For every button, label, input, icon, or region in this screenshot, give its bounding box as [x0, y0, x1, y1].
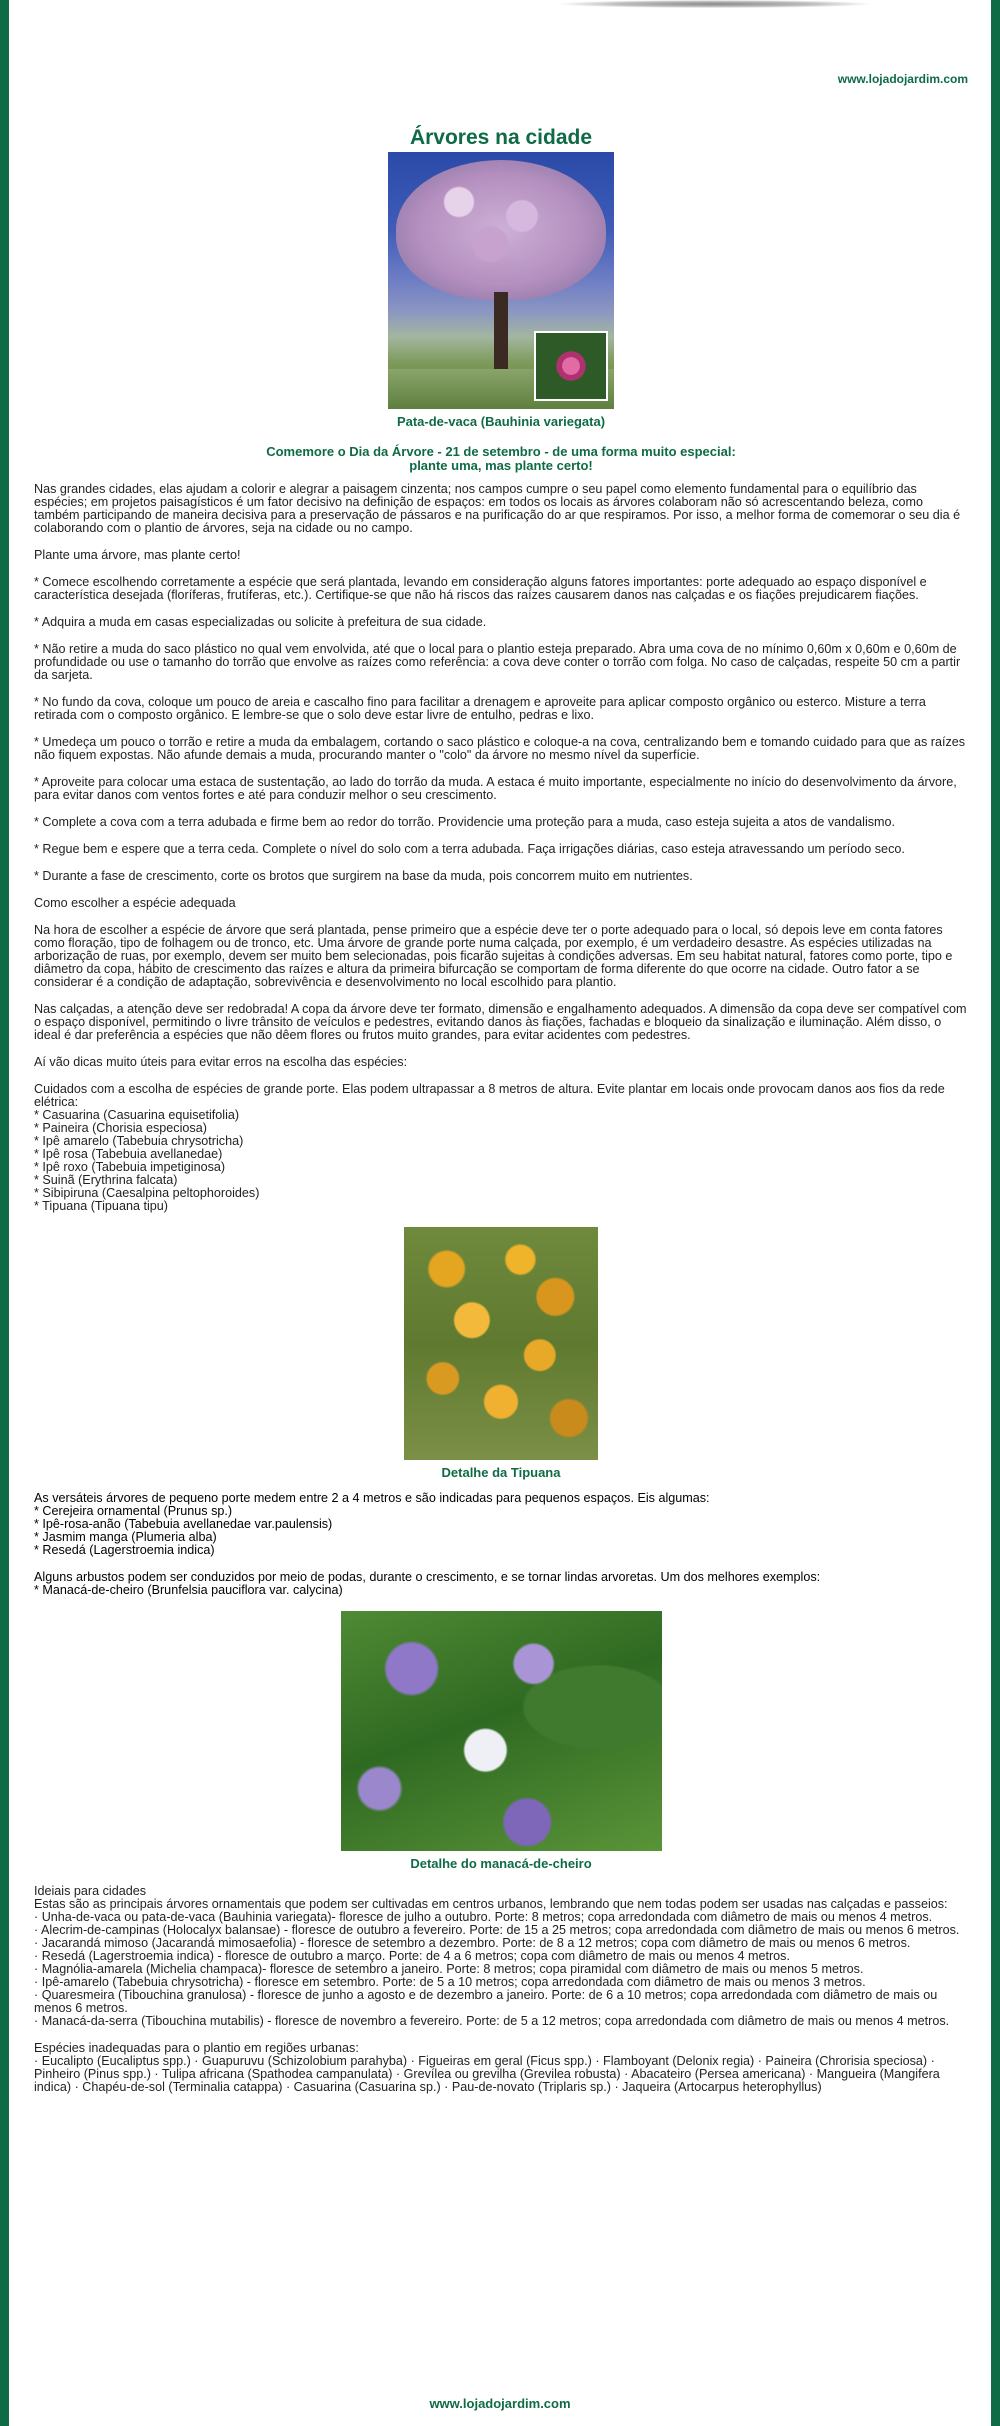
- step-paragraph: * Umedeça um pouco o torrão e retire a muda da embalagem, cortando o saco plástico e coloque-a na cova, centralizando bem e tomando cuidado para que as raízes não fiquem expostas. Não afunde demais a muda, procurando manter o "colo" da árvore no mesmo nível da superfície.: [34, 735, 966, 762]
- list-item: · Manacá-da-serra (Tibouchina mutabilis) - floresce de novembro a fevereiro. Porte: de 5 a 12 metros; copa arredondada com diâmetro de mais ou menos 4 metros.: [34, 2014, 950, 2028]
- step-paragraph: * Regue bem e espere que a terra ceda. Complete o nível do solo com a terra adubada. Faça irrigações diárias, caso esteja atravessando um período seco.: [34, 842, 905, 856]
- figure-caption: Pata-de-vaca (Bauhinia variegata): [396, 414, 606, 429]
- list-item: * Cerejeira ornamental (Prunus sp.): [34, 1504, 233, 1518]
- list-item: * Paineira (Chorisia especiosa): [34, 1121, 207, 1135]
- step-paragraph: * Complete a cova com a terra adubada e firme bem ao redor do torrão. Providencie uma proteção para a muda, caso esteja sujeita a atos de vandalismo.: [34, 815, 896, 829]
- small-species-list: [34, 1492, 968, 1557]
- page-border-left: [0, 0, 9, 2426]
- large-species-list: [34, 1083, 968, 1213]
- figure-manaca: [34, 1611, 968, 1871]
- article: [34, 120, 968, 2094]
- sidewalk-paragraph: Nas calçadas, a atenção deve ser redobrada! A copa da árvore deve ter formato, dimensão e engalhamento adequados. A dimensão da copa deve ser compatível com o espaço disponível, permitindo o livre trânsito de veículos e pedestres, evitando danos às fiações, fachadas e bloqueio da sinalização e iluminação. Além disso, o ideal é dar preferência a espécies que não dêem flores ou frutos muito grandes, para evitar acidentes com pedestres.: [34, 1002, 967, 1042]
- species-paragraph: Na hora de escolher a espécie de árvore que será plantada, pense primeiro que a espécie deve ter o porte adequado para o local, só depois leve em conta fatores como floração, tipo de folhagem ou de tronco, etc. Uma árvore de grande porte numa calçada, por exemplo, é um verdadeiro desastre. As espécies utilizadas na arborização de ruas, por exemplo, devem ser muito bem selecionadas, pois ficarão sujeitas à condições adversas. Em seu habitat natural, fatores como porte, tipo e diâmetro da copa, hábito de crescimento das raízes e altura da primeira bifurcação se comportam de forma diferente do que ocorre na cidade. Outro fator a se considerar é a condição de adaptação, sobrevivência e desenvolvimento no local escolhido para plantio.: [34, 923, 953, 989]
- list-item: * Ipê rosa (Tabebuia avellanedae): [34, 1147, 223, 1161]
- figure-caption: Detalhe da Tipuana: [441, 1465, 561, 1480]
- list-item: * Ipê roxo (Tabebuia impetiginosa): [34, 1160, 226, 1174]
- manaca-image: [341, 1611, 662, 1851]
- list-item: · Unha-de-vaca ou pata-de-vaca (Bauhinia variegata)- floresce de julho a outubro. Porte: 8 metros; copa arredondada com diâmetro de mais ou menos 4 metros.: [34, 1910, 933, 1924]
- page-title: Árvores na cidade: [409, 126, 593, 149]
- step-paragraph: * Não retire a muda do saco plástico no qual vem envolvida, até que o local para o plantio esteja preparado. Abra uma cova de no mínimo 0,60m x 0,60m e 0,60m de profundidade ou use o tamanho do torrão que envolve as raízes como referência: a cova deve conter o torrão com folga. No caso de calçadas, respeite 50 cm a partir da sarjeta.: [34, 642, 961, 682]
- step-paragraph: * No fundo da cova, coloque um pouco de areia e cascalho fino para facilitar a drenagem e aproveite para aplicar composto orgânico ou esterco. Misture a terra retirada com o composto orgânico. E lembre-se que o solo deve estar livre de entulho, pedras e lixo.: [34, 695, 926, 722]
- list-item: · Magnólia-amarela (Michelia champaca)- floresce de setembro a janeiro. Porte: 8 metros; copa piramidal com diâmetro de mais ou menos 5 metros.: [34, 1962, 864, 1976]
- list-item: * Resedá (Lagerstroemia indica): [34, 1543, 215, 1557]
- list-item: * Ipê amarelo (Tabebuia chrysotricha): [34, 1134, 244, 1148]
- pata-de-vaca-image: [388, 152, 614, 409]
- section-intro: Estas são as principais árvores ornamentais que podem ser cultivadas em centros urbanos, lembrando que nem todas podem ser usadas nas calçadas e passeios:: [34, 1897, 948, 1911]
- highlight-message: [34, 445, 968, 473]
- figure-caption: Detalhe do manacá-de-cheiro: [410, 1856, 592, 1871]
- list-item: * Manacá-de-cheiro (Brunfelsia pauciflora var. calycina): [34, 1583, 343, 1597]
- section-heading: Ideiais para cidades: [34, 1884, 147, 1898]
- step-paragraph: * Comece escolhendo corretamente a espécie que será plantada, levando em consideração alguns fatores importantes: porte adequado ao espaço disponível e característica desejada (floríferas, frutíferas, etc.). Certifique-se que não há riscos das raízes causarem danos nas calçadas e os fiações prejudicarem fiações.: [34, 575, 927, 602]
- list-item: * Ipê-rosa-anão (Tabebuia avellanedae var.paulensis): [34, 1517, 333, 1531]
- intro-paragraph: Nas grandes cidades, elas ajudam a colorir e alegrar a paisagem cinzenta; nos campos cumpre o seu papel como elemento fundamental para o equilíbrio das espécies; em projetos paisagísticos é um fator decisivo na definição de espaços: em todos os locais as árvores colaboram não só acrescentando beleza, como também participando de maneira decisiva para a preservação de pássaros e na purificação do ar que respiramos. Por isso, a melhor forma de comemorar o seu dia é colaborando com o plantio de árvores, seja na cidade ou no campo.: [34, 482, 961, 535]
- flower-inset-image: [534, 331, 608, 401]
- list-item: · Ipê-amarelo (Tabebuia chrysotricha) - floresce em setembro. Porte: de 5 a 10 metros; copa arredondada com diâmetro de mais ou menos 3 metros.: [34, 1975, 866, 1989]
- list-item: · Alecrim-de-campinas (Holocalyx balansae) - floresce de outubro a fevereiro. Porte: de 15 a 25 metros; copa arredondada com diâmetro de mais ou menos 6 metros.: [34, 1923, 960, 1937]
- site-link-footer[interactable]: www.lojadojardim.com: [429, 2396, 571, 2411]
- figure-pata-de-vaca: [34, 152, 968, 429]
- section-heading: Espécies inadequadas para o plantio em regiões urbanas:: [34, 2041, 359, 2055]
- list-item: * Suinã (Erythrina falcata): [34, 1173, 178, 1187]
- tips-paragraph: Aí vão dicas muito úteis para evitar erros na escolha das espécies:: [34, 1055, 408, 1069]
- step-paragraph: * Adquira a muda em casas especializadas ou solicite à prefeitura de sua cidade.: [34, 615, 487, 629]
- tipuana-image: [404, 1227, 598, 1460]
- unsuitable-species-section: [34, 2042, 968, 2094]
- section-heading: Como escolher a espécie adequada: [34, 896, 236, 910]
- shrubs-section: [34, 1571, 968, 1597]
- header-shadow-decoration: [560, 0, 870, 8]
- list-item: · Resedá (Lagerstroemia indica) - floresce de outubro a março. Porte: de 4 a 6 metros; copa com diâmetro de mais ou menos 4 metros.: [34, 1949, 790, 1963]
- step-paragraph: * Durante a fase de crescimento, corte os brotos que surgirem na base da muda, pois concorrem muito em nutrientes.: [34, 869, 693, 883]
- list-item: · Quaresmeira (Tibouchina granulosa) - floresce de junho a agosto e de dezembro a janeiro. Porte: de 6 a 10 metros; copa arredondada com diâmetro de mais ou menos 6 metros.: [34, 1988, 938, 2015]
- list-item: * Casuarina (Casuarina equisetifolia): [34, 1108, 240, 1122]
- page-border-right: [991, 0, 1000, 2426]
- step-paragraph: * Aproveite para colocar uma estaca de sustentação, ao lado do torrão da muda. A estaca é muito importante, especialmente no início do desenvolvimento da árvore, para evitar danos com ventos fortes e até para conduzir melhor o seu crescimento.: [34, 775, 957, 802]
- highlight-line-1: Comemore o Dia da Árvore - 21 de setembro - de uma forma muito especial:: [266, 444, 736, 459]
- list-item: * Sibipiruna (Caesalpina peltophoroides): [34, 1186, 260, 1200]
- list-intro: Alguns arbustos podem ser conduzidos por meio de podas, durante o crescimento, e se tornar lindas arvoretas. Um dos melhores exemplos:: [34, 1570, 821, 1584]
- figure-tipuana: [34, 1227, 968, 1480]
- highlight-line-2: plante uma, mas plante certo!: [409, 458, 593, 473]
- list-item: * Tipuana (Tipuana tipu): [34, 1199, 168, 1213]
- list-intro: Cuidados com a escolha de espécies de grande porte. Elas podem ultrapassar a 8 metros de altura. Evite plantar em locais onde provocam danos aos fios da rede elétrica:: [34, 1082, 945, 1109]
- list-intro: As versáteis árvores de pequeno porte medem entre 2 a 4 metros e são indicadas para pequenos espaços. Eis algumas:: [34, 1491, 710, 1505]
- site-link-header[interactable]: www.lojadojardim.com: [837, 72, 968, 86]
- list-item: · Jacarandá mimoso (Jacarandá mimosaefolia) - floresce de setembro a dezembro. Porte: de 8 a 12 metros; copa com diâmetro de mais ou menos 6 metros.: [34, 1936, 911, 1950]
- list-item: * Jasmim manga (Plumeria alba): [34, 1530, 217, 1544]
- ideal-trees-section: [34, 1885, 968, 2028]
- slogan-paragraph: Plante uma árvore, mas plante certo!: [34, 548, 241, 562]
- unsuitable-list: · Eucalipto (Eucaliptus spp.) · Guapuruvu (Schizolobium parahyba) · Figueiras em geral (Ficus spp.) · Flamboyant (Delonix regia) · Paineira (Chrorisia speciosa) · Pinheiro (Pinus spp.) · Tulipa africana (Spathodea campanulata) · Grevílea ou grevilha (Grevilea robusta) · Abacateiro (Persea americana) · Mangueira (Mangifera indica) · Chapéu-de-sol (Terminalia catappa) · Casuarina (Casuarina sp.) · Pau-de-novato (Triplaris sp.) · Jaqueira (Artocarpus heterophyllus): [34, 2054, 940, 2094]
